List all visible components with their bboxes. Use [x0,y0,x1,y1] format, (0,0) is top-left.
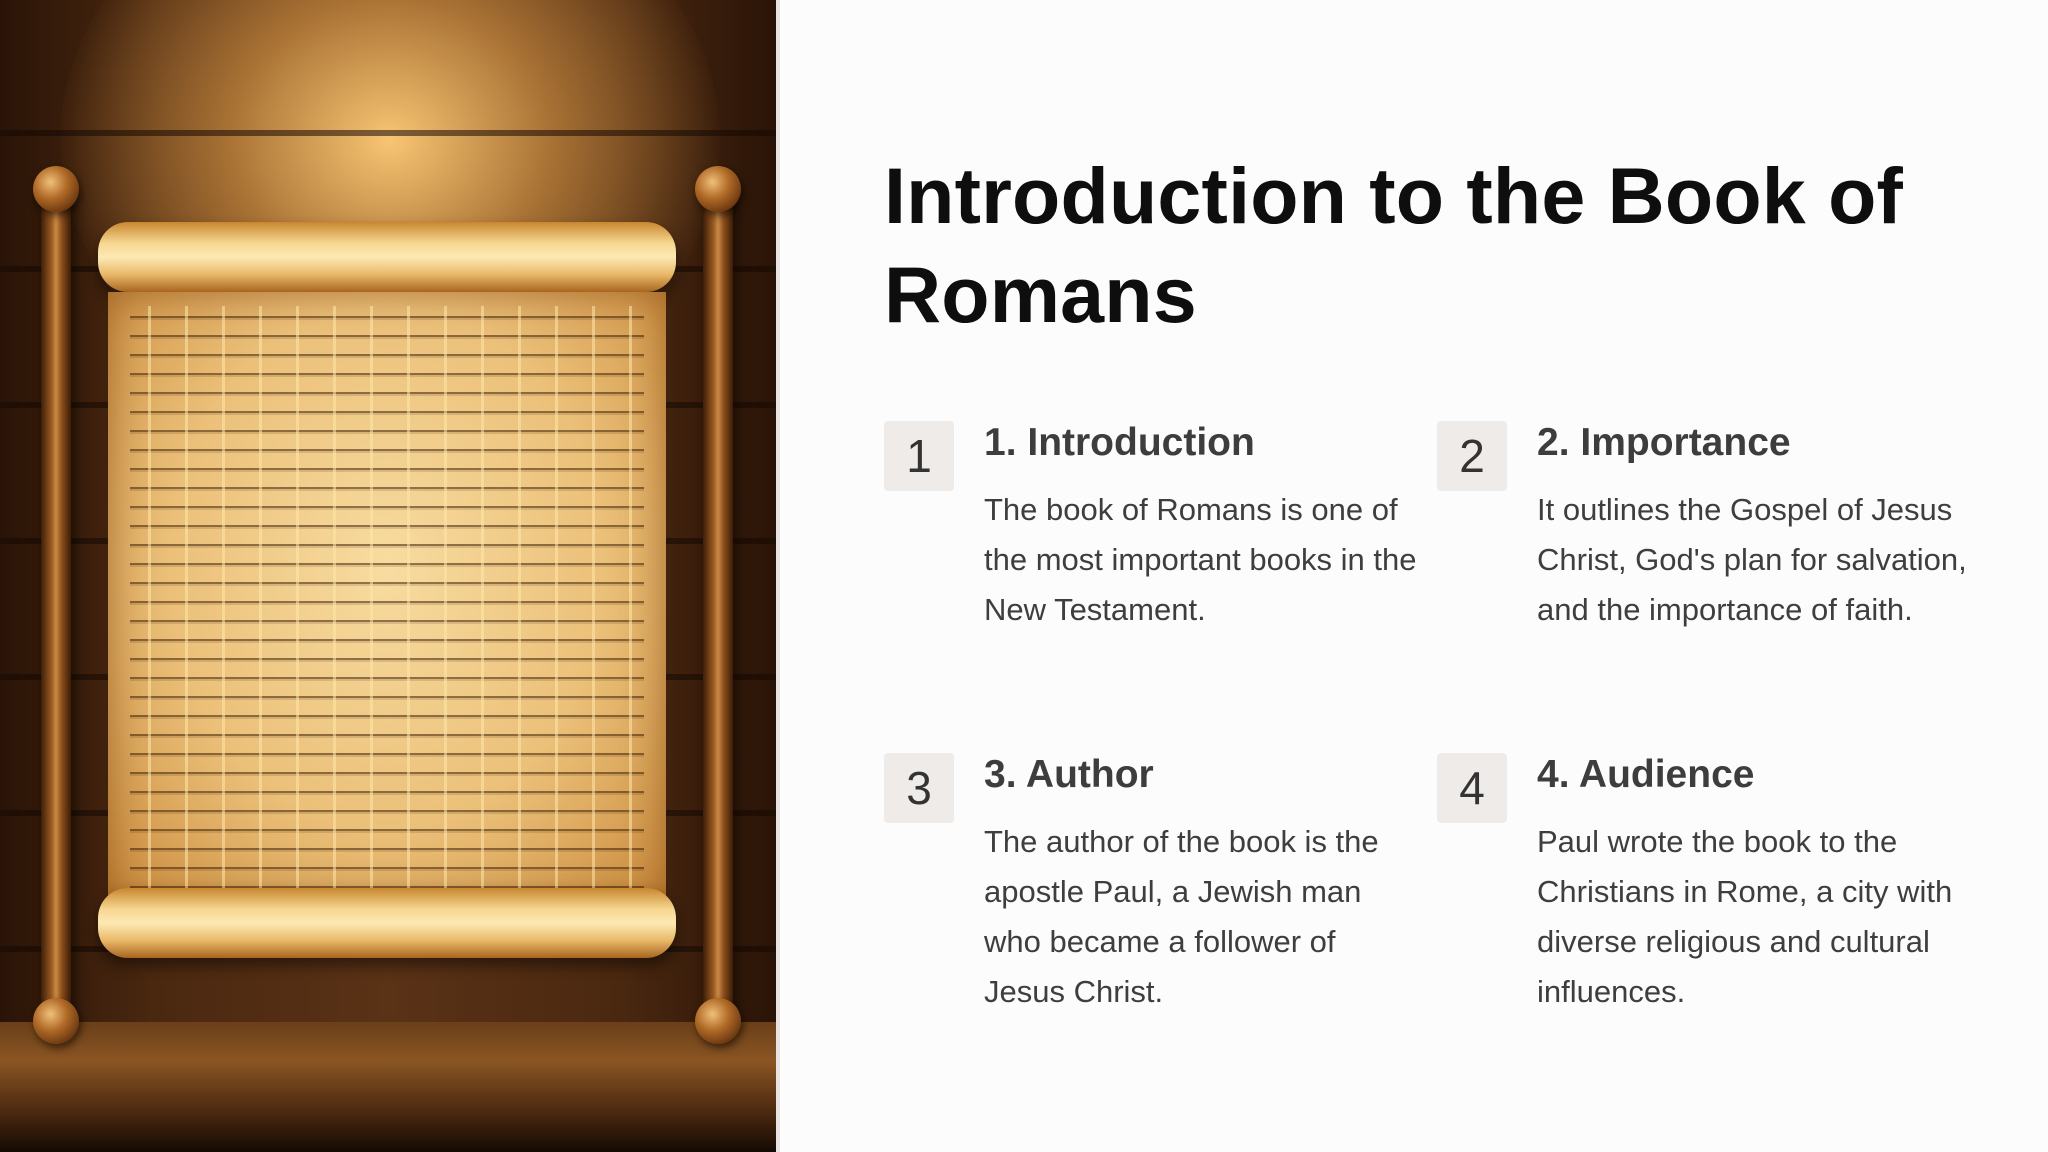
top-right-knob [695,166,741,212]
number-badge: 4 [1437,753,1507,823]
number-badge: 2 [1437,421,1507,491]
point-text: The author of the book is the apostle Paul, a Jewish man who became a follower of Jesus Christ. [984,824,1379,1009]
right-scroll-rod [703,190,733,1020]
point-text: It outlines the Gospel of Jesus Christ, God's plan for salvation, and the importance of faith. [1537,492,1967,627]
top-scroll-roll [98,222,676,292]
handwriting-gaps [130,306,644,888]
number-badge: 1 [884,421,954,491]
wood-shelf [0,1022,776,1152]
divider [776,0,780,1152]
top-left-knob [33,166,79,212]
point-text: The book of Romans is one of the most important books in the New Testament. [984,492,1417,627]
point-heading: 1. Introduction [984,421,1255,464]
point-heading: 3. Author [984,753,1154,796]
point-heading: 2. Importance [1537,421,1791,464]
bottom-scroll-roll [98,888,676,958]
bottom-left-knob [33,998,79,1044]
parchment-sheet [108,292,666,902]
point-text: Paul wrote the book to the Christians in Rome, a city with diverse religious and cultural influences. [1537,824,1953,1009]
scroll-illustration [0,0,776,1152]
bottom-right-knob [695,998,741,1044]
slide-title: Introduction to the Book of Romans [884,151,1904,339]
left-scroll-rod [41,190,71,1020]
number-badge: 3 [884,753,954,823]
point-heading: 4. Audience [1537,753,1755,796]
